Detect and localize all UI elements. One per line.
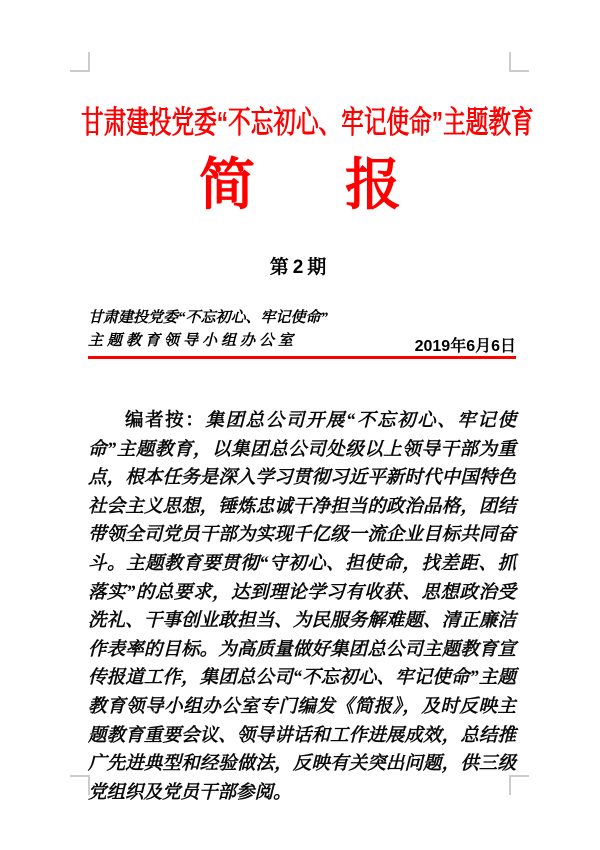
bulletin-title	[0, 155, 600, 217]
editor-note-text: 集团总公司开展“不忘初心、牢记使命”主题教育，以集团总公司处级以上领导干部为重点，根本任务是深入学习贯彻习近平新时代中国特色社会主义思想，锤炼忠诚干净担当的政治品格，团结带领全司党员干部为实现千亿级一流企业目标共同奋斗。主题教育要贯彻“守初心、担使命，找差距、抓落实”的总要求，达到理论学习有收获、思想政治受洗礼、干事创业敢担当、为民服务解难题、清正廉洁作表率的目标。为高质量做好集团总公司主题教育宣传报道工作，集团总公司“不忘初心、牢记使命”主题教育领导小组办公室专门编发《简报》，及时反映主题教育重要会议、领导讲话和工作进展成效，总结推广先进典型和经验做法，反映有关突出问题，供三级党组织及党员干部参阅。	[88, 411, 516, 803]
text-boundary-mark-bottom-left	[70, 775, 90, 795]
issuer-line-1: 甘肃建投党委“不忘初心、牢记使命”	[88, 310, 329, 326]
bulletin-title-char-jian: 简	[199, 155, 255, 217]
issue-number: 第2期	[269, 257, 331, 278]
masthead-org-title: 甘肃建投党委“不忘初心、牢记使命”主题教育	[81, 105, 534, 140]
issuer-block	[88, 309, 328, 351]
issue-date: 2019年6月6日	[414, 338, 516, 355]
editor-note-label: 编者按：	[125, 409, 206, 430]
editor-note-paragraph	[88, 406, 516, 807]
issuer-line-2: 主题教育领导小组办公室	[88, 333, 298, 349]
text-boundary-mark-top-right	[509, 52, 529, 72]
text-boundary-mark-top-left	[70, 52, 90, 72]
bulletin-title-char-bao: 报	[345, 155, 401, 217]
masthead-divider-rule	[88, 356, 516, 359]
